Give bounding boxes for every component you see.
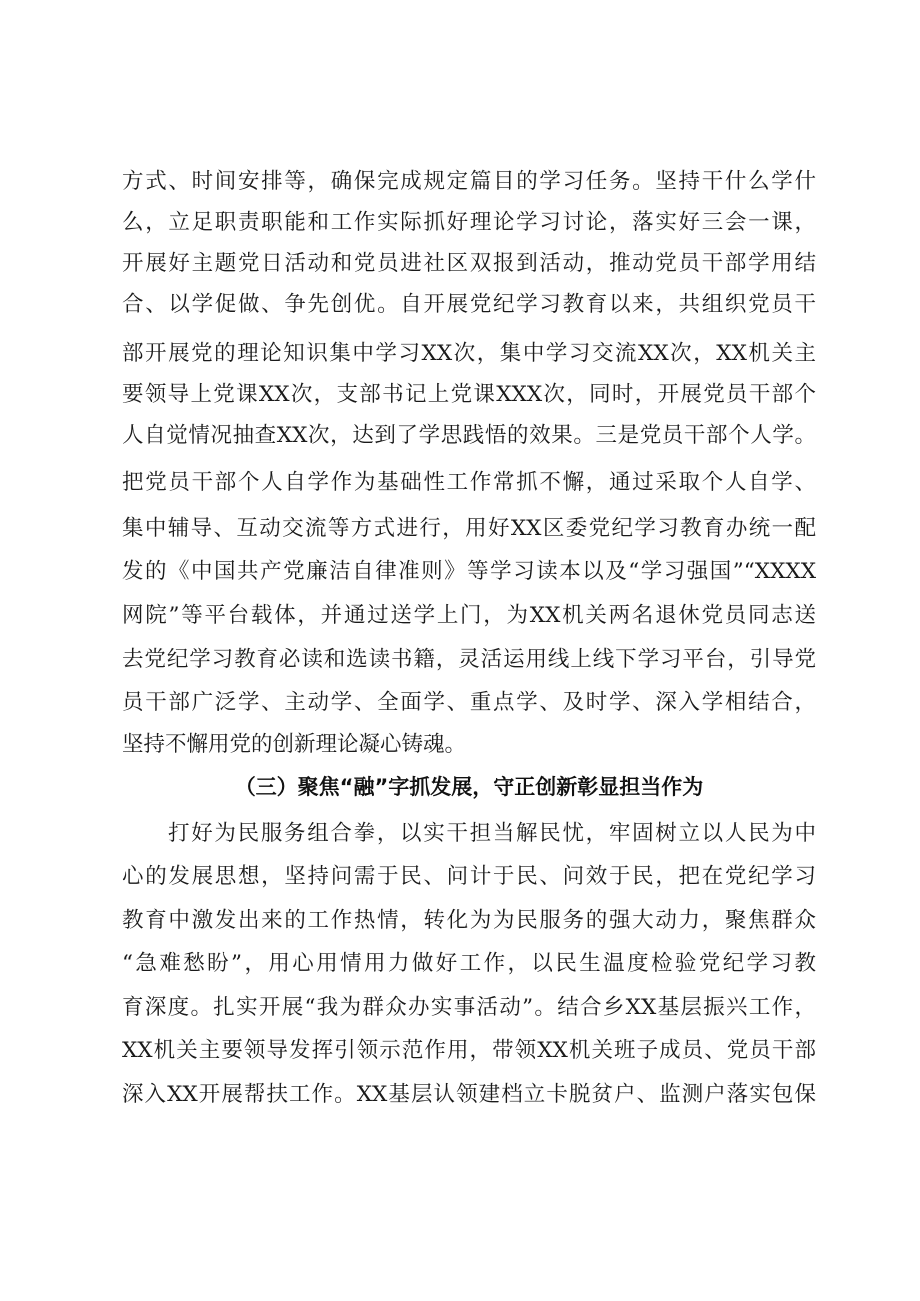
paragraph-1-line-3: 开展好主题党日活动和党员进社区双报到活动，推动党员干部学用结 [122, 251, 816, 276]
paragraph-1-line-6: 要领导上党课XX次，支部书记上党课XXX次，同时，开展党员干部个 [122, 382, 816, 407]
paragraph-1-line-1: 方式、时间安排等，确保完成规定篇目的学习任务。坚持干什么学什 [122, 169, 816, 194]
paragraph-2-line-7: 深入XX开展帮扶工作。XX基层认领建档立卡脱贫户、监测户落实包保 [122, 1082, 816, 1107]
paragraph-1-line-14: 坚持不懈用党的创新理论凝心铸魂。 [122, 732, 467, 757]
paragraph-1-line-5: 部开展党的理论知识集中学习XX次，集中学习交流XX次，XX机关主 [122, 341, 816, 366]
paragraph-1-line-7: 人自觉情况抽查XX次，达到了学思践悟的效果。三是党员干部个人学。 [122, 423, 816, 448]
paragraph-1-line-10: 发的《中国共产党廉洁自律准则》等学习读本以及“学习强国”“XXXX [122, 559, 816, 584]
paragraph-1-line-4: 合、以学促做、争先创优。自开展党纪学习教育以来，共组织党员干 [122, 292, 816, 317]
paragraph-1-line-13: 员干部广泛学、主动学、全面学、重点学、及时学、深入学相结合， [122, 690, 816, 715]
paragraph-2-line-6: XX机关主要领导发挥引领示范作用，带领XX机关班子成员、党员干部 [122, 1038, 816, 1063]
paragraph-1-line-9: 集中辅导、互动交流等方式进行，用好XX区委党纪学习教育办统一配 [122, 516, 816, 541]
paragraph-2-line-4: “急难愁盼”，用心用情用力做好工作，以民生温度检验党纪学习教 [122, 951, 816, 976]
section-heading: （三）聚焦“融”字抓发展，守正创新彰显担当作为 [234, 775, 704, 799]
paragraph-2-line-2: 心的发展思想，坚持问需于民、问计于民、问效于民，把在党纪学习 [122, 864, 816, 889]
paragraph-1-line-8: 把党员干部个人自学作为基础性工作常抓不懈，通过采取个人自学、 [122, 470, 816, 495]
paragraph-2-line-5: 育深度。扎实开展“我为群众办实事活动”。结合乡XX基层振兴工作， [122, 995, 816, 1020]
paragraph-2-line-1: 打好为民服务组合拳，以实干担当解民忧，牢固树立以人民为中 [168, 821, 816, 846]
paragraph-1-line-12: 去党纪学习教育必读和选读书籍，灵活运用线上线下学习平台，引导党 [122, 647, 816, 672]
paragraph-1-line-11: 网院”等平台载体，并通过送学上门，为XX机关两名退休党员同志送 [122, 603, 816, 628]
paragraph-2-line-3: 教育中激发出来的工作热情，转化为为民服务的强大动力，聚焦群众 [122, 908, 816, 933]
paragraph-1-line-2: 么，立足职责职能和工作实际抓好理论学习讨论，落实好三会一课， [122, 210, 816, 235]
